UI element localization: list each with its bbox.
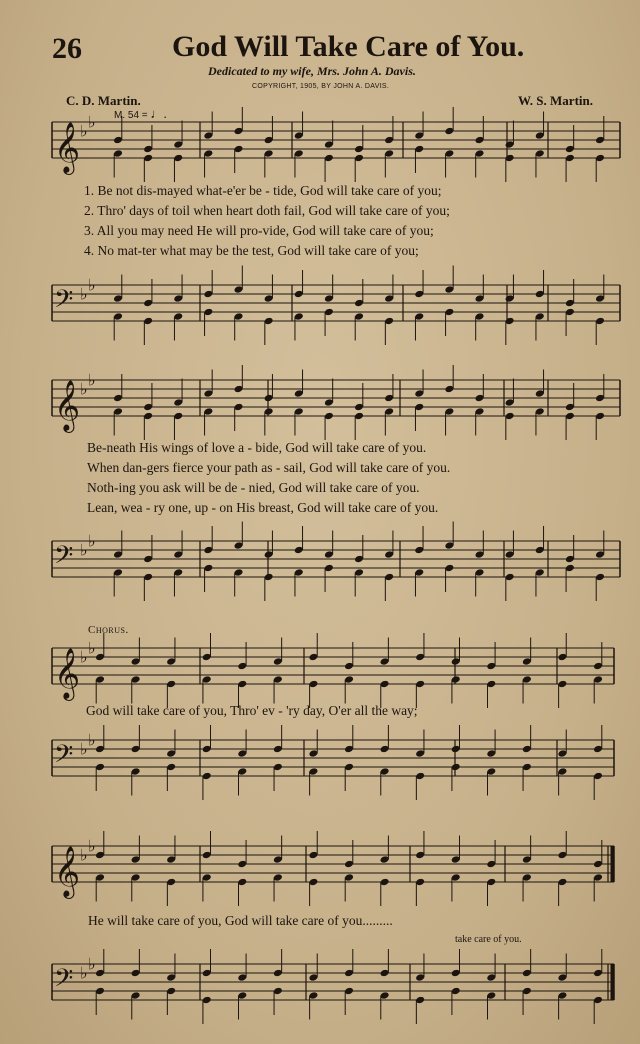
svg-text:𝄞: 𝄞 — [54, 846, 81, 897]
svg-text:𝄢: 𝄢 — [54, 740, 74, 775]
metronome-mark: M. 54 = ♩. — [114, 106, 168, 121]
svg-text:♭: ♭ — [88, 836, 96, 856]
verse-line-3b: Noth-ing you ask will be de - nied, God will take care of you. — [87, 480, 420, 495]
svg-text:𝄢: 𝄢 — [54, 285, 74, 320]
verse-line-4: 4. No mat-ter what may be the test, God will take care of you; — [84, 243, 419, 258]
svg-text:♭: ♭ — [88, 275, 96, 295]
chorus-text-2: He will take care of you, God will take care of you......... — [88, 913, 393, 928]
svg-text:𝄢: 𝄢 — [54, 541, 74, 576]
chorus-text-1: God will take care of you, Thro' ev - 'ry day, O'er all the way; — [86, 703, 418, 718]
svg-text:♭: ♭ — [88, 954, 96, 974]
svg-text:𝄞: 𝄞 — [54, 380, 81, 431]
svg-text:𝄢: 𝄢 — [54, 964, 74, 999]
svg-text:♭: ♭ — [80, 647, 88, 667]
verse-line-1: 1. Be not dis-mayed what-e'er be - tide, God will take care of you; — [84, 183, 442, 198]
svg-text:♭: ♭ — [88, 730, 96, 750]
svg-text:♭: ♭ — [80, 284, 88, 304]
verse-line-1b: Be-neath His wings of love a - bide, God will take care of you. — [87, 440, 427, 455]
lyricist-credit: C. D. Martin. — [66, 93, 141, 108]
dedication: Dedicated to my wife, Mrs. John A. Davis. — [208, 64, 416, 78]
svg-text:𝄞: 𝄞 — [54, 648, 81, 699]
chorus-label: Chorus. — [88, 624, 129, 636]
copyright-notice: COPYRIGHT, 1905, BY JOHN A. DAVIS. — [252, 83, 390, 90]
svg-text:♭: ♭ — [80, 963, 88, 983]
svg-text:♭: ♭ — [88, 370, 96, 390]
verse-line-2: 2. Thro' days of toil when heart doth fail, God will take care of you; — [84, 203, 450, 218]
verse-line-3: 3. All you may need He will pro-vide, God will take care of you; — [84, 223, 434, 238]
hymn-title: God Will Take Care of You. — [172, 30, 525, 63]
hymn-number: 26 — [52, 32, 82, 65]
chorus-echo-text: take care of you. — [455, 934, 522, 945]
svg-text:♭: ♭ — [88, 112, 96, 132]
svg-text:♭: ♭ — [80, 540, 88, 560]
svg-text:𝄞: 𝄞 — [54, 122, 81, 173]
verse-line-2b: When dan-gers fierce your path as - sail, God will take care of you. — [87, 460, 451, 475]
svg-text:♭: ♭ — [80, 121, 88, 141]
verse-line-4b: Lean, wea - ry one, up - on His breast, God will take care of you. — [87, 500, 439, 515]
svg-text:♭: ♭ — [88, 531, 96, 551]
svg-text:♭: ♭ — [88, 638, 96, 658]
svg-text:♭: ♭ — [80, 739, 88, 759]
composer-credit: W. S. Martin. — [518, 93, 593, 108]
svg-text:♭: ♭ — [80, 379, 88, 399]
svg-text:♭: ♭ — [80, 845, 88, 865]
